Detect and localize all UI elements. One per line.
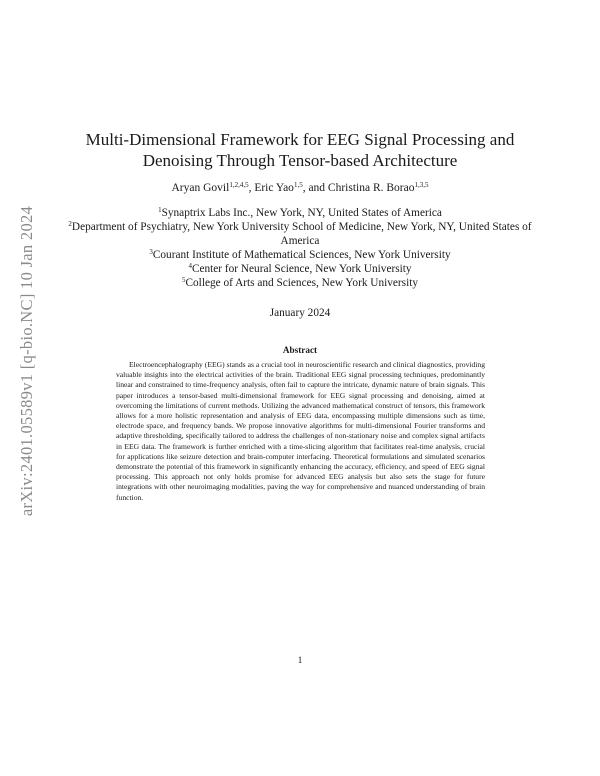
author-list xyxy=(60,182,540,194)
author-name: Eric Yao xyxy=(254,182,294,194)
affiliation-list xyxy=(60,206,540,290)
affiliation-item xyxy=(60,248,540,262)
affiliation-text: Synaptrix Labs Inc., New York, NY, United States of America xyxy=(161,207,442,219)
affiliation-text: College of Arts and Sciences, New York University xyxy=(185,277,418,289)
author-name: Christina R. Borao xyxy=(327,182,415,194)
publication-date: January 2024 xyxy=(269,307,331,319)
affiliation-item xyxy=(60,276,540,290)
author-affil-marks: 1,3,5 xyxy=(414,181,429,189)
author-separator: , xyxy=(248,182,255,194)
affiliation-mark: 5 xyxy=(182,276,186,284)
title-line-2: Denoising Through Tensor-based Architecture xyxy=(142,151,458,170)
affiliation-mark: 3 xyxy=(149,248,153,256)
affiliation-item xyxy=(60,262,540,276)
affiliation-mark: 4 xyxy=(188,262,192,270)
paper-title xyxy=(60,129,540,171)
affiliation-mark: 1 xyxy=(158,206,162,214)
abstract-heading: Abstract xyxy=(282,345,318,355)
affiliation-text: Courant Institute of Mathematical Sciences, New York University xyxy=(152,249,451,261)
author-affil-marks: 1,2,4,5 xyxy=(229,181,249,189)
affiliation-item xyxy=(60,220,540,248)
author-affil-marks: 1,5 xyxy=(293,181,303,189)
author-name: Aryan Govil xyxy=(171,182,230,194)
arxiv-id-text: arXiv:2401.05589v1 [q-bio.NC] 10 Jan 2024 xyxy=(17,205,36,517)
author-separator: , and xyxy=(302,182,328,194)
affiliation-text: Center for Neural Science, New York University xyxy=(191,263,412,275)
affiliation-mark: 2 xyxy=(68,220,72,228)
affiliation-text: Department of Psychiatry, New York University School of Medicine, New York, NY, United States of America xyxy=(71,221,532,247)
abstract-text: Electroencephalography (EEG) stands as a crucial tool in neuroscientific research and clinical diagnostics, providing valuable insights into the electrical activities of the brain. Traditional EEG signal processing techniques, predominantly linear and constrained to time-frequency analysis, often fail to capture the intricate, dynamic nature of brain signals. This paper introduces a tensor-based multi-dimensional framework for EEG signal processing and denoising, aimed at overcoming the limitations of current methods. Utilizing the advanced mathematical construct of tensors, this framework allows for a more holistic representation and analysis of EEG data, encompassing multiple dimensions such as time, electrode space, and frequency bands. We propose innovative algorithms for multi-dimensional Fourier transforms and adaptive thresholding, specifically tailored to address the challenges of non-stationary noise and complex signal artifacts in EEG data. The framework is further enriched with a time-slicing algorithm that facilitates real-time analysis, crucial for applications like seizure detection and brain-computer interfacing. Theoretical formulations and simulated scenarios demonstrate the potential of this framework in significantly enhancing the accuracy, efficiency, and speed of EEG signal processing. This approach not only holds promise for advanced EEG analysis but also sets the stage for future integrations with other neuroimaging modalities, paving the way for comprehensive and nuanced understanding of brain function. xyxy=(116,360,485,502)
abstract-body xyxy=(116,360,485,503)
title-line-1: Multi-Dimensional Framework for EEG Signal Processing and xyxy=(85,130,515,149)
affiliation-item xyxy=(60,206,540,220)
arxiv-sidebar-stamp xyxy=(14,180,40,542)
page-number: 1 xyxy=(297,656,303,666)
